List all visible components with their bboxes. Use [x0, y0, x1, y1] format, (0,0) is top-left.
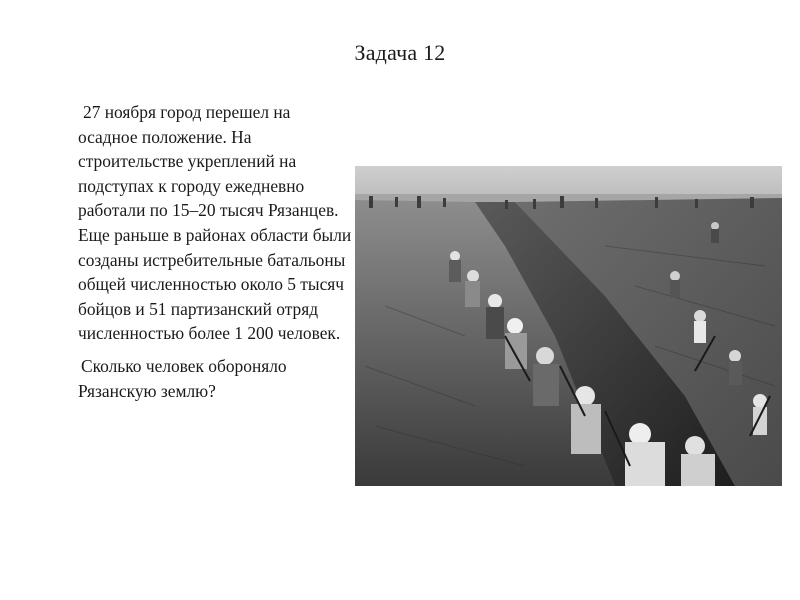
- historical-photo: [355, 166, 782, 486]
- task-paragraph-facts-text: 27 ноября город перешел на осадное положение. На строительстве укреплений на подступах к городу ежедневно работали по 15–20 тысяч Рязанцев. Еще раньше в районах области были созданы истребительные батальоны общей численностью около 5 тысяч бойцов и 51 партизанский отряд численностью более 1 200 человек.: [78, 102, 352, 344]
- trench-digging-photo-icon: [355, 166, 782, 486]
- task-paragraph-facts: [78, 100, 353, 346]
- slide-title: Задача 12: [354, 40, 446, 65]
- task-text: [78, 100, 353, 403]
- task-paragraph-question-text: Сколько человек обороняло Рязанскую землю?: [78, 355, 287, 401]
- task-paragraph-question: [78, 354, 353, 403]
